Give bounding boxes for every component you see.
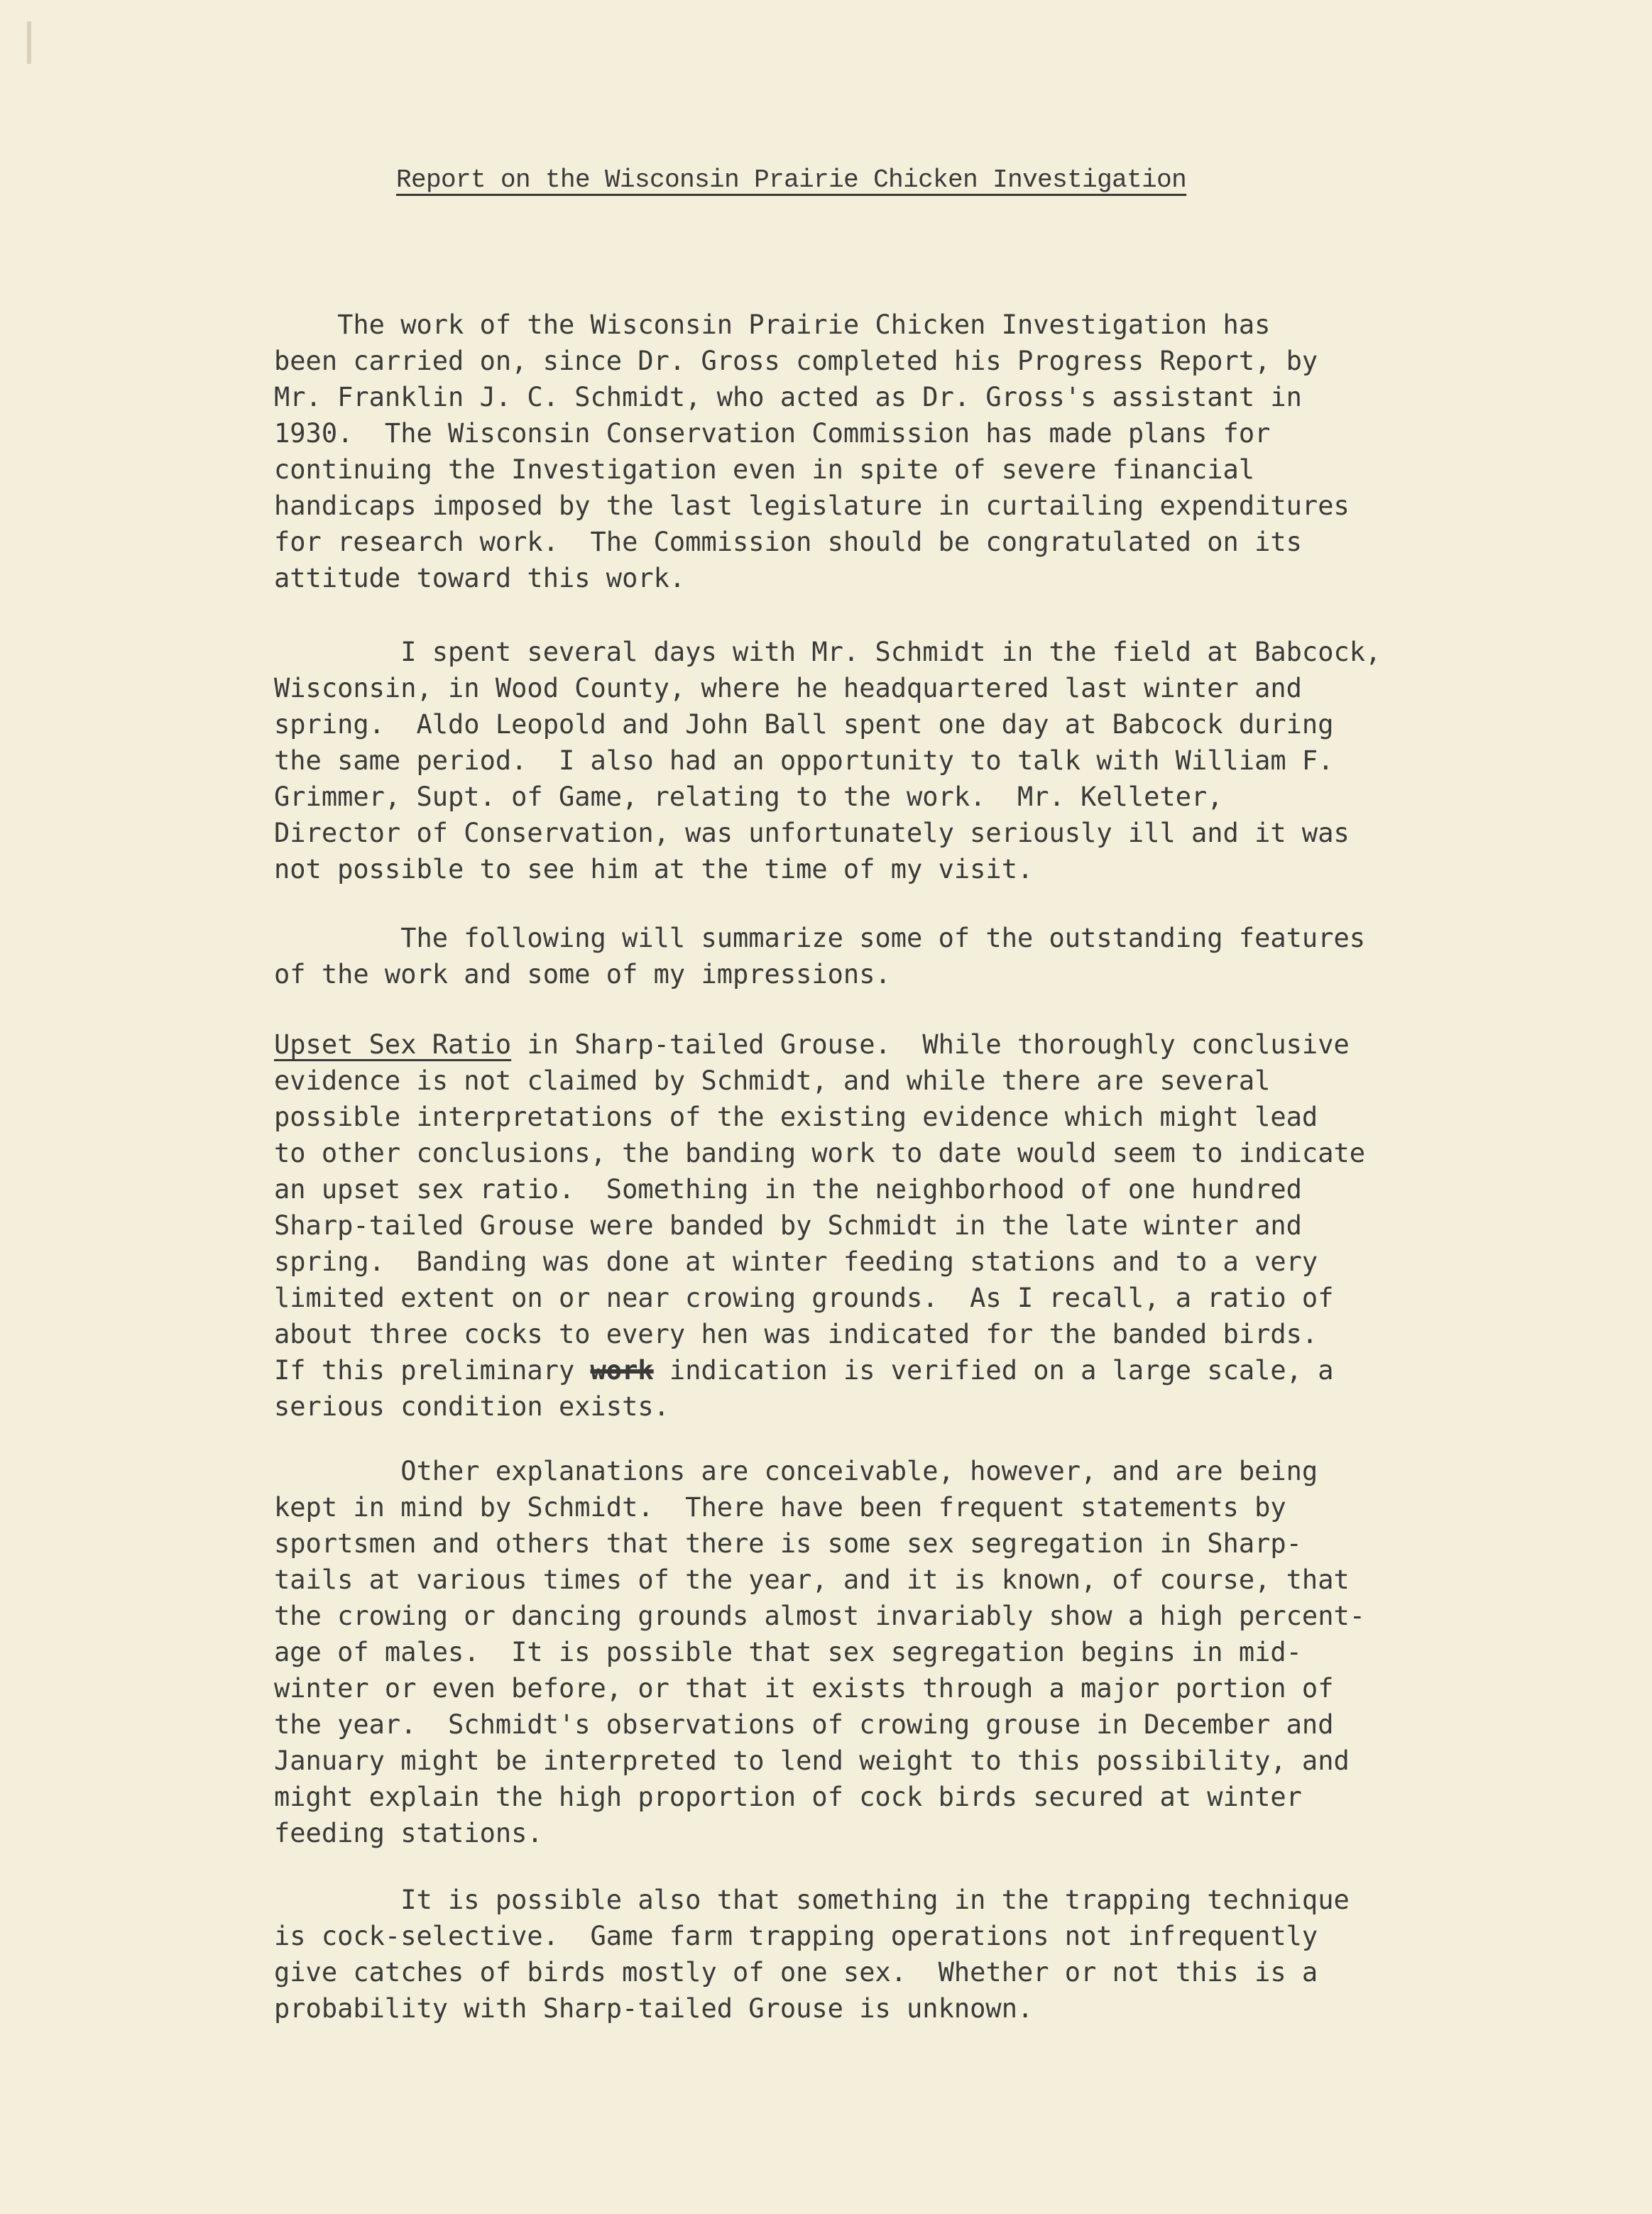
page-title: Report on the Wisconsin Prairie Chicken Investigation	[396, 165, 1187, 194]
struck-word: work	[590, 1355, 654, 1386]
page-edge-mark	[27, 21, 31, 64]
paragraph-4: Upset Sex Ratio in Sharp-tailed Grouse. While thoroughly conclusive evidence is not claimed by Schmidt, and while there are several possible interpretations of the existing evidence which might lead to other conclusions, the banding work to date would seem to indicate an upset sex ratio. Something in the neighborhood of one hundred Sharp-tailed Grouse were banded by Schmidt in the late winter and spring. Banding was done at winter feeding stations and to a very limited extent on or near crowing grounds. As I recall, a ratio of about three cocks to every hen was indicated for the banded birds. If this preliminary work indication is verified on a large scale, a serious condition exists.	[274, 1029, 1366, 1422]
paragraph-1: The work of the Wisconsin Prairie Chicken Investigation has been carried on, since Dr. Gross completed his Progress Report, by Mr. Franklin J. C. Schmidt, who acted as Dr. Gross's assistant in 1930. The Wisconsin Conservation Commission has made plans for continuing the Investigation even in spite of severe financial handicaps imposed by the last legislature in curtailing expenditures for research work. The Commission should be congratulated on its attitude toward this work.	[274, 309, 1350, 593]
section-heading: Upset Sex Ratio	[274, 1029, 512, 1060]
paragraph-3: The following will summarize some of the outstanding features of the work and some of my impressions.	[274, 923, 1366, 990]
paragraph-2: I spent several days with Mr. Schmidt in the field at Babcock, Wisconsin, in Wood County, where he headquartered last winter and spring. Aldo Leopold and John Ball spent one day at Babcock during the same period. I also had an opportunity to talk with William F. Grimmer, Supt. of Game, relating to the work. Mr. Kelleter, Director of Conservation, was unfortunately seriously ill and it was not possible to see him at the time of my visit.	[274, 637, 1382, 884]
paragraph-5: Other explanations are conceivable, however, and are being kept in mind by Schmidt. There have been frequent statements by sportsmen and others that there is some sex segregation in Sharp- tails at various times of the year, and it is known, of course, that the crowing or dancing grounds almost invariably show a high percent- age of males. It is possible that sex segregation begins in mid- winter or even before, or that it exists through a major portion of the year. Schmidt's observations of crowing grouse in December and January might be interpreted to lend weight to this possibility, and might explain the high proportion of cock birds secured at winter feeding stations.	[274, 1456, 1366, 1848]
paragraph-6: It is possible also that something in the trapping technique is cock-selective. Game farm trapping operations not infrequently give catches of birds mostly of one sex. Whether or not this is a probability with Sharp-tailed Grouse is unknown.	[274, 1885, 1350, 2024]
